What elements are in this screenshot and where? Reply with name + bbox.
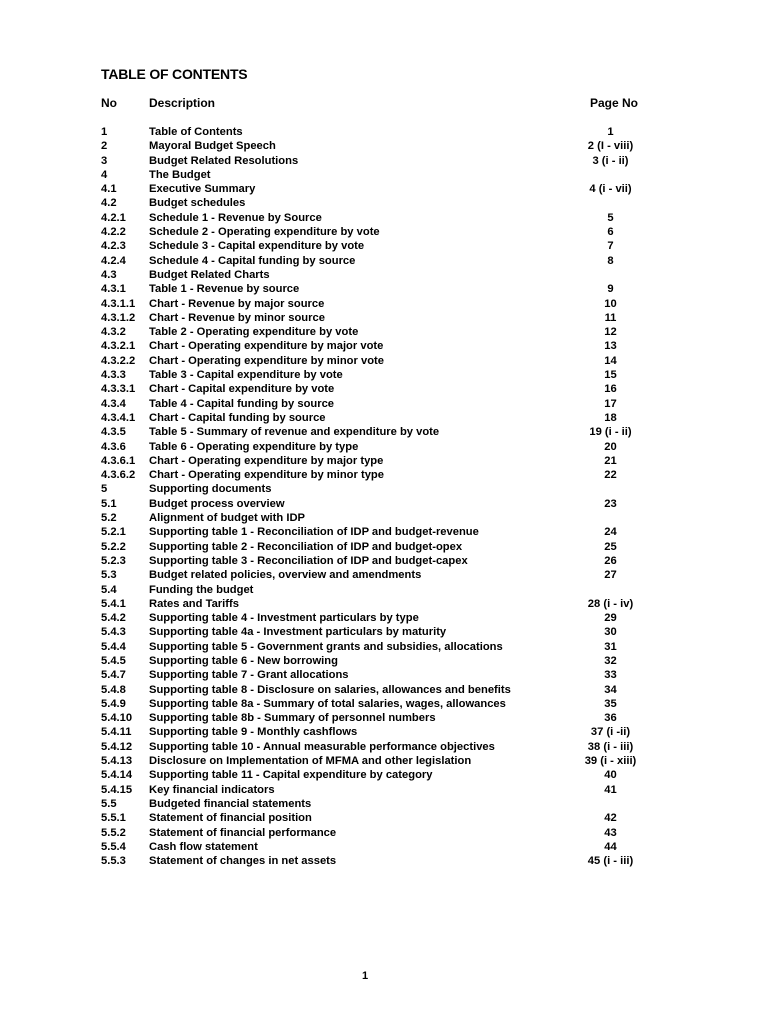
- toc-entry-page: 6: [607, 226, 614, 239]
- toc-row: [0, 697, 770, 711]
- toc-entry-number: 5.4: [101, 583, 117, 596]
- toc-entry-number: 5.5.4: [101, 840, 126, 853]
- toc-entry-number: 5.5.2: [101, 826, 126, 839]
- toc-entry-number: 4.2.1: [101, 211, 126, 224]
- toc-row: [0, 468, 770, 482]
- toc-row: [0, 139, 770, 153]
- toc-entry-number: 4.3.2.1: [101, 340, 136, 353]
- toc-entry-description: Chart - Revenue by major source: [149, 297, 325, 310]
- toc-entry-page: 18: [604, 411, 617, 424]
- header-description: Description: [149, 96, 216, 110]
- toc-entry-page: 1: [607, 126, 614, 138]
- toc-row: [0, 611, 770, 625]
- toc-row: [0, 239, 770, 253]
- toc-entry-number: 5.4.5: [101, 654, 126, 667]
- toc-entry-description: Table 3 - Capital expenditure by vote: [149, 369, 343, 382]
- toc-entry-page: 33: [604, 669, 617, 682]
- toc-entry-number: 4.3.6: [101, 440, 126, 453]
- toc-row: [0, 125, 770, 139]
- toc-entry-page: 10: [604, 297, 617, 310]
- toc-entry-description: Table 5 - Summary of revenue and expenditure by vote: [149, 426, 440, 439]
- toc-entry-page: 40: [604, 769, 617, 782]
- toc-entry-number: 4.3.4.1: [101, 411, 136, 424]
- toc-entry-description: Chart - Operating expenditure by major vote: [149, 340, 384, 353]
- toc-entry-number: 4.2.2: [101, 226, 126, 239]
- header-no: No: [101, 96, 117, 110]
- toc-entry-page: 37 (i -ii): [590, 726, 631, 739]
- toc-entry-description: Supporting table 5 - Government grants and subsidies, allocations: [149, 640, 503, 653]
- toc-entry-description: Budget Related Charts: [149, 268, 270, 281]
- toc-entry-description: Table 4 - Capital funding by source: [149, 397, 335, 410]
- toc-row: [0, 725, 770, 739]
- toc-row: [0, 368, 770, 382]
- toc-entry-page: 19 (i - ii): [589, 426, 632, 439]
- toc-entry-number: 5.4.15: [101, 783, 133, 796]
- toc-entry-description: Rates and Tariffs: [149, 597, 239, 610]
- toc-entry-description: The Budget: [149, 168, 211, 181]
- toc-entry-number: 4.3: [101, 268, 117, 281]
- toc-entry-number: 5.1: [101, 497, 117, 510]
- toc-row: [0, 268, 770, 282]
- toc-entry-description: Supporting documents: [149, 483, 272, 496]
- toc-entry-number: 5.5.1: [101, 812, 126, 825]
- toc-entry-page: 15: [604, 369, 617, 382]
- toc-row: [0, 211, 770, 225]
- toc-entry-description: Table 2 - Operating expenditure by vote: [149, 326, 359, 339]
- toc-entry-description: Executive Summary: [149, 183, 256, 196]
- toc-entry-number: 4.3.6.2: [101, 469, 136, 482]
- toc-entry-number: 4.1: [101, 183, 117, 196]
- toc-entry-number: 5.4.14: [101, 769, 133, 782]
- toc-entry-description: Supporting table 2 - Reconciliation of IDP and budget-opex: [149, 540, 463, 553]
- toc-entry-description: Statement of changes in net assets: [149, 855, 337, 868]
- toc-entry-number: 5.4.11: [101, 726, 132, 739]
- toc-row: [0, 740, 770, 754]
- toc-entry-description: Budgeted financial statements: [149, 797, 312, 810]
- toc-entry-description: Alignment of budget with IDP: [149, 512, 305, 525]
- toc-entry-page: 28 (i - iv): [587, 597, 634, 610]
- toc-entry-description: Mayoral Budget Speech: [149, 140, 276, 153]
- toc-row: [0, 182, 770, 196]
- toc-row: [0, 154, 770, 168]
- toc-entry-number: 4.2.4: [101, 254, 126, 267]
- toc-entry-page: 36: [604, 712, 617, 725]
- toc-entry-page: 34: [604, 683, 617, 696]
- toc-entry-number: 5.2.3: [101, 554, 126, 567]
- toc-entry-description: Supporting table 4a - Investment particulars by maturity: [149, 626, 447, 639]
- toc-entry-description: Table of Contents: [149, 126, 243, 138]
- toc-entry-page: 7: [607, 240, 614, 253]
- toc-entry-description: Chart - Operating expenditure by minor type: [149, 469, 384, 482]
- toc-entry-page: 5: [607, 211, 614, 224]
- toc-entry-page: 24: [604, 526, 617, 539]
- toc-entry-number: 4.3.1: [101, 283, 126, 296]
- toc-row: [0, 497, 770, 511]
- toc-entry-page: 16: [604, 383, 617, 396]
- toc-row: [0, 654, 770, 668]
- toc-entry-description: Supporting table 11 - Capital expenditure by category: [149, 769, 433, 782]
- toc-entry-page: 8: [607, 254, 614, 267]
- toc-entry-page: 41: [604, 783, 617, 796]
- toc-row: [0, 297, 770, 311]
- toc-entry-description: Supporting table 8a - Summary of total salaries, wages, allowances: [149, 697, 506, 710]
- toc-entry-number: 4.2: [101, 197, 117, 210]
- toc-entry-number: 5.4.9: [101, 697, 126, 710]
- toc-entry-page: 21: [604, 454, 617, 467]
- toc-entry-page: 3 (i - ii): [592, 154, 629, 167]
- toc-row: [0, 225, 770, 239]
- toc-entry-number: 5: [101, 483, 108, 496]
- toc-entry-page: 27: [604, 569, 617, 582]
- toc-row: [0, 254, 770, 268]
- toc-list: [0, 125, 770, 868]
- toc-entry-description: Supporting table 3 - Reconciliation of IDP and budget-capex: [149, 554, 468, 567]
- toc-row: [0, 339, 770, 353]
- toc-entry-page: 22: [604, 469, 617, 482]
- toc-row: [0, 668, 770, 682]
- toc-row: [0, 583, 770, 597]
- toc-entry-page: 35: [604, 697, 617, 710]
- toc-row: [0, 525, 770, 539]
- toc-entry-description: Schedule 3 - Capital expenditure by vote: [149, 240, 365, 253]
- toc-entry-description: Supporting table 7 - Grant allocations: [149, 669, 349, 682]
- toc-row: [0, 840, 770, 854]
- toc-entry-number: 5.5: [101, 797, 117, 810]
- toc-row: [0, 811, 770, 825]
- toc-entry-page: 42: [604, 812, 617, 825]
- toc-entry-description: Supporting table 1 - Reconciliation of IDP and budget-revenue: [149, 526, 479, 539]
- toc-row: [0, 168, 770, 182]
- toc-entry-number: 5.4.2: [101, 612, 126, 625]
- toc-entry-number: 3: [101, 154, 108, 167]
- toc-entry-description: Budget Related Resolutions: [149, 154, 299, 167]
- toc-entry-number: 5.2.1: [101, 526, 126, 539]
- toc-entry-description: Budget related policies, overview and amendments: [149, 569, 422, 582]
- toc-entry-number: 4.2.3: [101, 240, 126, 253]
- page-title: TABLE OF CONTENTS: [101, 66, 248, 82]
- toc-entry-number: 4: [101, 168, 108, 181]
- toc-entry-number: 5.4.3: [101, 626, 126, 639]
- toc-row: [0, 768, 770, 782]
- toc-entry-page: 43: [604, 826, 617, 839]
- toc-row: [0, 597, 770, 611]
- toc-entry-page: 11: [604, 311, 617, 324]
- toc-entry-page: 31: [604, 640, 617, 653]
- toc-row: [0, 354, 770, 368]
- toc-entry-page: 26: [604, 554, 617, 567]
- toc-entry-description: Table 1 - Revenue by source: [149, 283, 300, 296]
- toc-entry-description: Funding the budget: [149, 583, 254, 596]
- toc-entry-number: 4.3.6.1: [101, 454, 136, 467]
- toc-row: [0, 382, 770, 396]
- toc-entry-number: 5.4.12: [101, 740, 133, 753]
- toc-entry-page: 14: [604, 354, 617, 367]
- toc-entry-description: Supporting table 9 - Monthly cashflows: [149, 726, 358, 739]
- toc-entry-number: 5.4.10: [101, 712, 133, 725]
- toc-entry-description: Statement of financial position: [149, 812, 312, 825]
- toc-row: [0, 826, 770, 840]
- toc-row: [0, 482, 770, 496]
- toc-entry-number: 5.4.13: [101, 755, 133, 768]
- toc-row: [0, 797, 770, 811]
- toc-entry-number: 5.3: [101, 569, 117, 582]
- toc-entry-description: Disclosure on Implementation of MFMA and other legislation: [149, 755, 472, 768]
- toc-row: [0, 711, 770, 725]
- toc-entry-number: 4.3.1.2: [101, 311, 136, 324]
- toc-entry-description: Cash flow statement: [149, 840, 258, 853]
- toc-entry-description: Statement of financial performance: [149, 826, 337, 839]
- toc-entry-page: 44: [604, 840, 617, 853]
- toc-entry-page: 20: [604, 440, 617, 453]
- toc-row: [0, 783, 770, 797]
- toc-row: [0, 325, 770, 339]
- toc-entry-description: Supporting table 4 - Investment particulars by type: [149, 612, 419, 625]
- toc-entry-number: 5.2: [101, 512, 117, 525]
- toc-entry-description: Schedule 2 - Operating expenditure by vote: [149, 226, 380, 239]
- toc-entry-description: Supporting table 8 - Disclosure on salaries, allowances and benefits: [149, 683, 511, 696]
- toc-entry-number: 5.5.3: [101, 855, 126, 868]
- toc-entry-page: 2 (I - viii): [587, 140, 634, 153]
- toc-entry-page: 9: [607, 283, 614, 296]
- toc-entry-number: 5.4.1: [101, 597, 126, 610]
- toc-row: [0, 454, 770, 468]
- toc-entry-description: Key financial indicators: [149, 783, 275, 796]
- toc-entry-description: Supporting table 6 - New borrowing: [149, 654, 338, 667]
- toc-entry-number: 5.4.7: [101, 669, 126, 682]
- toc-entry-number: 4.3.3.1: [101, 383, 136, 396]
- toc-row: [0, 397, 770, 411]
- toc-entry-page: 30: [604, 626, 617, 639]
- toc-entry-description: Chart - Revenue by minor source: [149, 311, 325, 324]
- toc-entry-number: 2: [101, 140, 108, 153]
- toc-entry-number: 4.3.5: [101, 426, 126, 439]
- toc-entry-page: 38 (i - iii): [587, 740, 634, 753]
- toc-entry-description: Supporting table 10 - Annual measurable performance objectives: [149, 740, 495, 753]
- toc-entry-page: 23: [604, 497, 617, 510]
- toc-row: [0, 425, 770, 439]
- toc-entry-number: 4.3.2: [101, 326, 126, 339]
- toc-row: [0, 282, 770, 296]
- toc-entry-description: Chart - Capital funding by source: [149, 411, 326, 424]
- toc-entry-page: 45 (i - iii): [587, 855, 634, 868]
- toc-row: [0, 511, 770, 525]
- toc-entry-description: Chart - Operating expenditure by minor vote: [149, 354, 384, 367]
- header-page-no: Page No: [590, 96, 639, 110]
- toc-entry-page: 4 (i - vii): [589, 183, 632, 196]
- toc-entry-number: 4.3.2.2: [101, 354, 136, 367]
- toc-row: [0, 540, 770, 554]
- toc-entry-page: 17: [604, 397, 617, 410]
- toc-entry-number: 5.4.8: [101, 683, 126, 696]
- toc-row: [0, 568, 770, 582]
- toc-header-row: [0, 96, 770, 112]
- toc-row: [0, 311, 770, 325]
- toc-entry-description: Chart - Capital expenditure by vote: [149, 383, 335, 396]
- toc-entry-number: 1: [101, 126, 108, 138]
- toc-row: [0, 683, 770, 697]
- toc-entry-description: Budget schedules: [149, 197, 246, 210]
- toc-entry-description: Table 6 - Operating expenditure by type: [149, 440, 359, 453]
- toc-entry-number: 5.2.2: [101, 540, 126, 553]
- toc-entry-page: 13: [604, 340, 617, 353]
- toc-entry-description: Budget process overview: [149, 497, 285, 510]
- toc-entry-number: 5.4.4: [101, 640, 126, 653]
- toc-entry-number: 4.3.1.1: [101, 297, 136, 310]
- footer-page-number: 1: [361, 970, 369, 982]
- toc-entry-number: 4.3.3: [101, 369, 126, 382]
- toc-entry-description: Schedule 4 - Capital funding by source: [149, 254, 356, 267]
- toc-entry-page: 12: [604, 326, 617, 339]
- toc-entry-page: 29: [604, 612, 617, 625]
- toc-entry-description: Supporting table 8b - Summary of personnel numbers: [149, 712, 436, 725]
- toc-entry-page: 39 (i - xiii): [584, 755, 637, 768]
- toc-row: [0, 440, 770, 454]
- toc-entry-description: Chart - Operating expenditure by major type: [149, 454, 384, 467]
- toc-entry-description: Schedule 1 - Revenue by Source: [149, 211, 322, 224]
- toc-row: [0, 554, 770, 568]
- toc-row: [0, 411, 770, 425]
- toc-row: [0, 196, 770, 210]
- toc-entry-page: 32: [604, 654, 617, 667]
- toc-row: [0, 640, 770, 654]
- toc-entry-number: 4.3.4: [101, 397, 126, 410]
- toc-row: [0, 854, 770, 868]
- toc-row: [0, 625, 770, 639]
- toc-entry-page: 25: [604, 540, 617, 553]
- toc-row: [0, 754, 770, 768]
